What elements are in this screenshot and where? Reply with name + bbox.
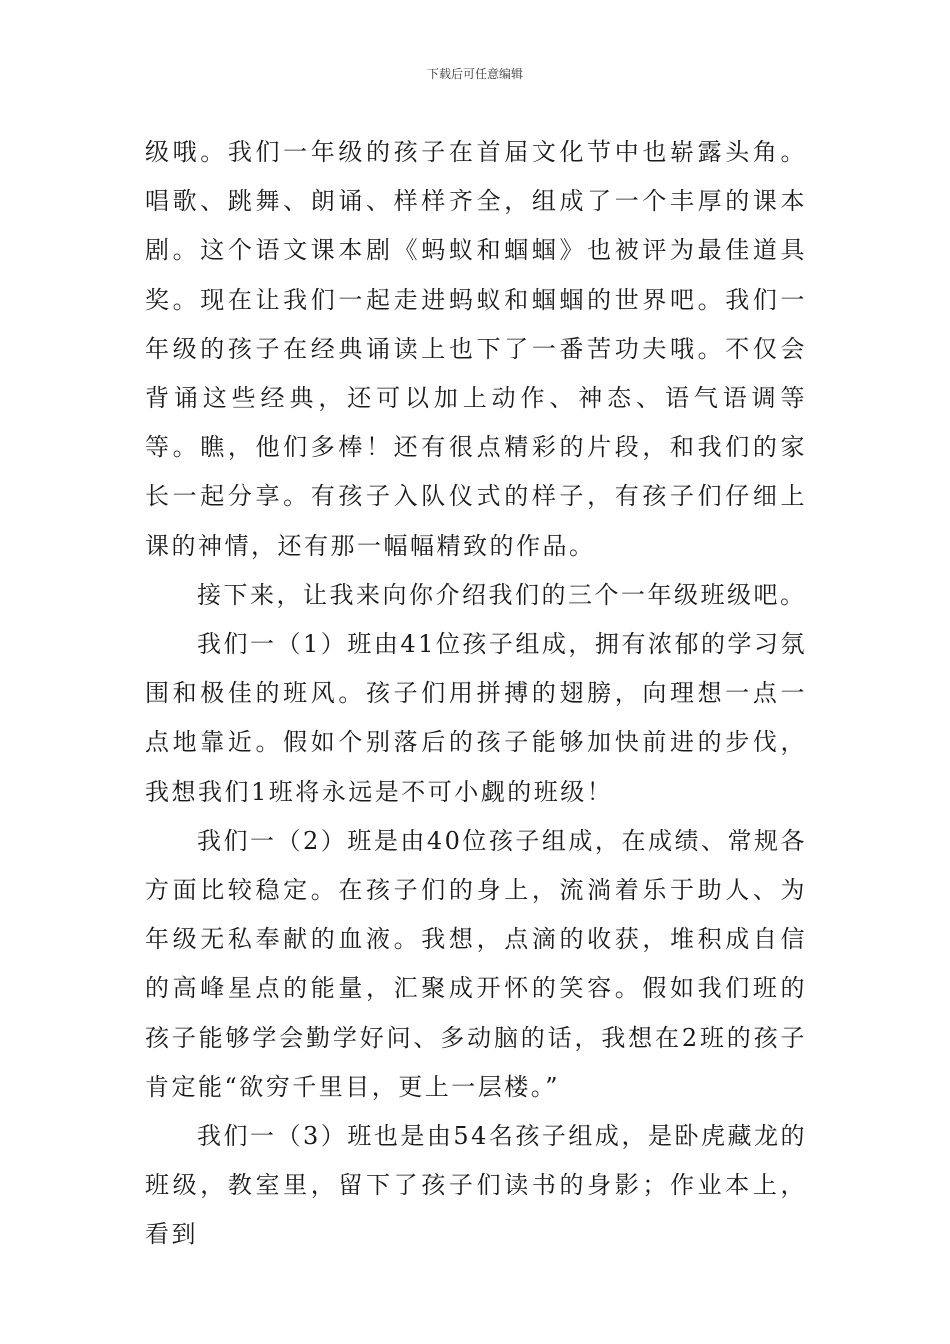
paragraph-class-3: 我们一（3）班也是由54名孩子组成，是卧虎藏龙的班级，教室里，留下了孩子们读书的身影；作业本上，看到 (145, 1122, 807, 1249)
paragraph-class-1: 我们一（1）班由41位孩子组成，拥有浓郁的学习氛围和极佳的班风。孩子们用拼搏的翅膀，向理想一点一点地靠近。假如个别落后的孩子能够加快前进的步伐，我想我们1班将永远是不可小觑的班级！ (145, 630, 807, 806)
paragraph-intro-classes: 接下来，让我来向你介绍我们的三个一年级班级吧。 (197, 580, 807, 609)
paragraph-continued: 级哦。我们一年级的孩子在首届文化节中也崭露头角。唱歌、跳舞、朗诵、样样齐全，组成了一个丰厚的课本剧。这个语文课本剧《蚂蚁和蝈蝈》也被评为最佳道具奖。现在让我们一起走进蚂蚁和蝈蝈的世界吧。我们一年级的孩子在经典诵读上也下了一番苦功夫哦。不仅会背诵这些经典，还可以加上动作、神态、语气语调等等。瞧，他们多棒！还有很点精彩的片段，和我们的家长一起分享。有孩子入队仪式的样子，有孩子们仔细上课的神情，还有那一幅幅精致的作品。 (145, 138, 807, 560)
document-body (145, 128, 807, 1260)
page-header: 下载后可任意编辑 (426, 67, 523, 81)
paragraph-class-2: 我们一（2）班是由40位孩子组成，在成绩、常规各方面比较稳定。在孩子们的身上，流淌着乐于助人、为年级无私奉献的血液。我想，点滴的收获，堆积成自信的高峰星点的能量，汇聚成开怀的笑容。假如我们班的孩子能够学会勤学好问、多动脑的话，我想在2班的孩子肯定能“欲穷千里目，更上一层楼。” (145, 826, 807, 1101)
